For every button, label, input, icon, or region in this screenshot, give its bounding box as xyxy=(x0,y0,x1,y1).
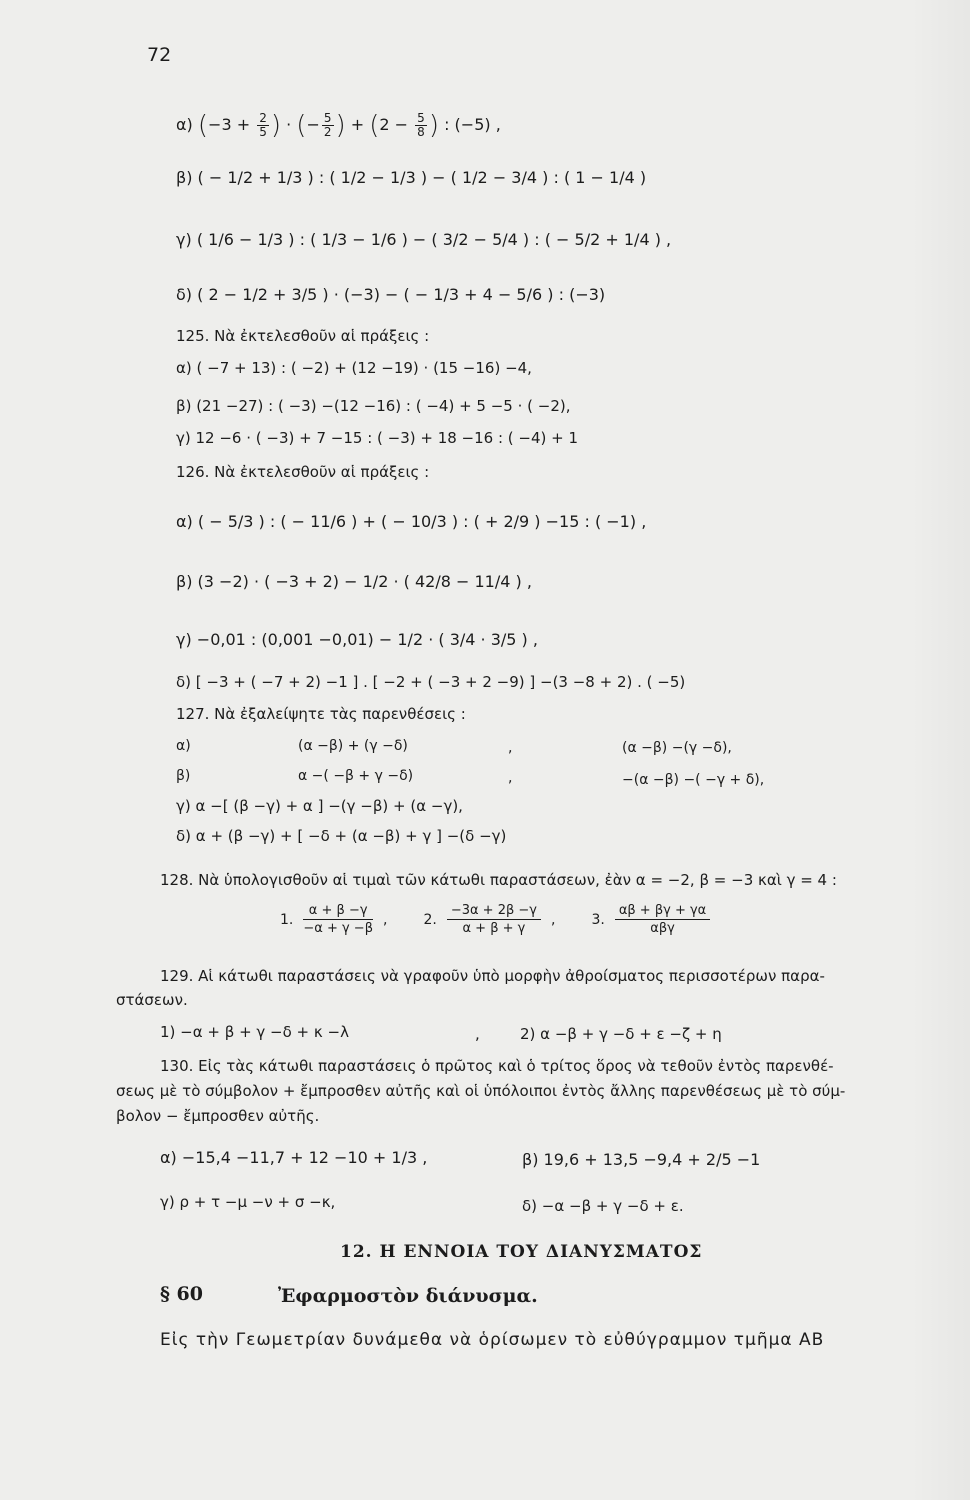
ex129-e1: 1) −α + β + γ −δ + κ −λ xyxy=(160,1023,349,1041)
separator: , xyxy=(383,911,388,928)
ex124-a-part2: · xyxy=(286,115,292,134)
ex124-a: α) (−3 + $\frac{2}{5}$ ) · (− $\frac{5}{2}$ ) + (2 − $\frac{5}{8}$ ) : (−5) , xyxy=(176,110,501,141)
ex127-a2: (α −β) −(γ −δ), xyxy=(622,740,732,756)
ex129-line1: 129. Αἱ κάτωθι παραστάσεις νὰ γραφοῦν ὑπὸ μορφὴν ἀθροίσματος περισσοτέρων παρα- xyxy=(160,967,825,985)
ex127-b-label: β) xyxy=(176,768,191,784)
ex130-line2: σεως μὲ τὸ σύμβολον + ἔμπροσθεν αὐτῆς καὶ οἱ ὑπόλοιποι ἐντὸς ἄλλης παρενθέσεως μὲ τὸ σύμ- xyxy=(116,1082,846,1100)
ex126-d: δ) [ −3 + ( −7 + 2) −1 ] . [ −2 + ( −3 + 2 −9) ] −(3 −8 + 2) . ( −5) xyxy=(176,673,686,691)
ex125-b: β) (21 −27) : ( −3) −(12 −16) : ( −4) + 5 −5 · ( −2), xyxy=(176,397,571,415)
ex126-a: α) ( − 5/3 ) : ( − 11/6 ) + ( − 10/3 ) : ( + 2/9 ) −15 : ( −1) , xyxy=(176,512,647,531)
page-number: 72 xyxy=(147,44,172,66)
expr-3-label: 3. xyxy=(591,911,605,928)
expr-1-fraction: α + β −γ −α + γ −β xyxy=(303,903,373,936)
ex124-a-label: α) xyxy=(176,115,193,134)
ex127-d: δ) α + (β −γ) + [ −δ + (α −β) + γ ] −(δ −γ) xyxy=(176,827,507,845)
ex127-a1: (α −β) + (γ −δ) xyxy=(298,738,408,754)
ex127-a-sep: , xyxy=(508,740,513,756)
ex124-d-expr: ( 2 − 1/2 + 3/5 ) · (−3) − ( − 1/3 + 4 − 5/6 ) : (−3) xyxy=(197,285,606,304)
ex124-d: δ) ( 2 − 1/2 + 3/5 ) · (−3) − ( − 1/3 + 4 − 5/6 ) : (−3) xyxy=(176,285,606,304)
ex127-c: γ) α −[ (β −γ) + α ] −(γ −β) + (α −γ), xyxy=(176,797,463,815)
ex127-b2: −(α −β) −( −γ + δ), xyxy=(622,772,765,788)
ex127-a-label: α) xyxy=(176,738,191,754)
ex127-title: 127. Νὰ ἐξαλείψητε τὰς παρενθέσεις : xyxy=(176,705,466,723)
ex128-expressions xyxy=(280,902,710,937)
fraction: $\frac{5}{8}$ xyxy=(417,111,425,139)
ex124-c: γ) ( 1/6 − 1/3 ) : ( 1/3 − 1/6 ) − ( 3/2 − 5/4 ) : ( − 5/2 + 1/4 ) , xyxy=(176,230,672,249)
ex125-c: γ) 12 −6 · ( −3) + 7 −15 : ( −3) + 18 −16 : ( −4) + 1 xyxy=(176,429,579,447)
expr-3-fraction: αβ + βγ + γα αβγ xyxy=(615,902,710,937)
ex124-a-part5: : (−5) , xyxy=(444,115,501,134)
bleed-through-shadow xyxy=(910,0,970,1500)
ex129-line2: στάσεων. xyxy=(116,991,188,1009)
ex129-e2: 2) α −β + γ −δ + ε −ζ + η xyxy=(520,1025,722,1043)
ex125-title: 125. Νὰ ἐκτελεσθοῦν αἱ πράξεις : xyxy=(176,327,430,345)
expr-1-label: 1. xyxy=(280,911,294,928)
ex124-b-expr: ( − 1/2 + 1/3 ) : ( 1/2 − 1/3 ) − ( 1/2 − 3/4 ) : ( 1 − 1/4 ) xyxy=(197,168,647,187)
ex126-c: γ) −0,01 : (0,001 −0,01) − 1/2 · ( 3/4 · 3/5 ) , xyxy=(176,630,538,649)
ex130-d: δ) −α −β + γ −δ + ε. xyxy=(522,1197,684,1215)
ex124-a-part4: 2 − xyxy=(379,115,409,134)
ex127-b-sep: , xyxy=(508,770,513,786)
ex124-b: β) ( − 1/2 + 1/3 ) : ( 1/2 − 1/3 ) − ( 1/2 − 3/4 ) : ( 1 − 1/4 ) xyxy=(176,168,647,187)
ex124-a-part1: −3 + xyxy=(208,115,251,134)
ex128-title: 128. Νὰ ὑπολογισθοῦν αἱ τιμαὶ τῶν κάτωθι παραστάσεων, ἐὰν α = −2, β = −3 καὶ γ = 4 : xyxy=(160,871,837,889)
ex125-a: α) ( −7 + 13) : ( −2) + (12 −19) · (15 −16) −4, xyxy=(176,359,532,377)
ex130-line3: βολον − ἔμπροσθεν αὐτῆς. xyxy=(116,1107,320,1125)
ex126-title: 126. Νὰ ἐκτελεσθοῦν αἱ πράξεις : xyxy=(176,463,430,481)
ex126-b: β) (3 −2) · ( −3 + 2) − 1/2 · ( 42/8 − 11/4 ) , xyxy=(176,572,532,591)
chapter-title: 12. Η ΕΝΝΟΙΑ ΤΟΥ ΔΙΑΝΥΣΜΑΤΟΣ xyxy=(340,1242,703,1262)
ex124-c-expr: ( 1/6 − 1/3 ) : ( 1/3 − 1/6 ) − ( 3/2 − 5/4 ) : ( − 5/2 + 1/4 ) , xyxy=(196,230,672,249)
section-number: § 60 xyxy=(160,1283,203,1305)
section-title: Ἐφαρμοστὸν διάνυσμα. xyxy=(278,1285,538,1307)
ex127-b1: α −( −β + γ −δ) xyxy=(298,768,414,784)
ex130-b: β) 19,6 + 13,5 −9,4 + 2/5 −1 xyxy=(522,1150,761,1169)
fraction: $\frac{5}{2}$ xyxy=(323,111,332,139)
ex124-a-part3: + xyxy=(350,115,365,134)
body-paragraph-line: Εἰς τὴν Γεωμετρίαν δυνάμεθα νὰ ὁρίσωμεν τὸ εὐθύγραμμον τμῆμα ΑΒ xyxy=(160,1330,825,1350)
ex129-sep: , xyxy=(475,1025,480,1043)
ex130-c: γ) ρ + τ −μ −ν + σ −κ, xyxy=(160,1193,336,1211)
expr-2-fraction: −3α + 2β −γ α + β + γ xyxy=(447,902,541,937)
ex130-a: α) −15,4 −11,7 + 12 −10 + 1/3 , xyxy=(160,1148,428,1167)
fraction: $\frac{2}{5}$ xyxy=(259,111,267,139)
ex130-line1: 130. Εἰς τὰς κάτωθι παραστάσεις ὁ πρῶτος καὶ ὁ τρίτος ὅρος νὰ τεθοῦν ἐντὸς παρενθέ- xyxy=(160,1057,834,1075)
separator: , xyxy=(551,911,556,928)
expr-2-label: 2. xyxy=(423,911,437,928)
